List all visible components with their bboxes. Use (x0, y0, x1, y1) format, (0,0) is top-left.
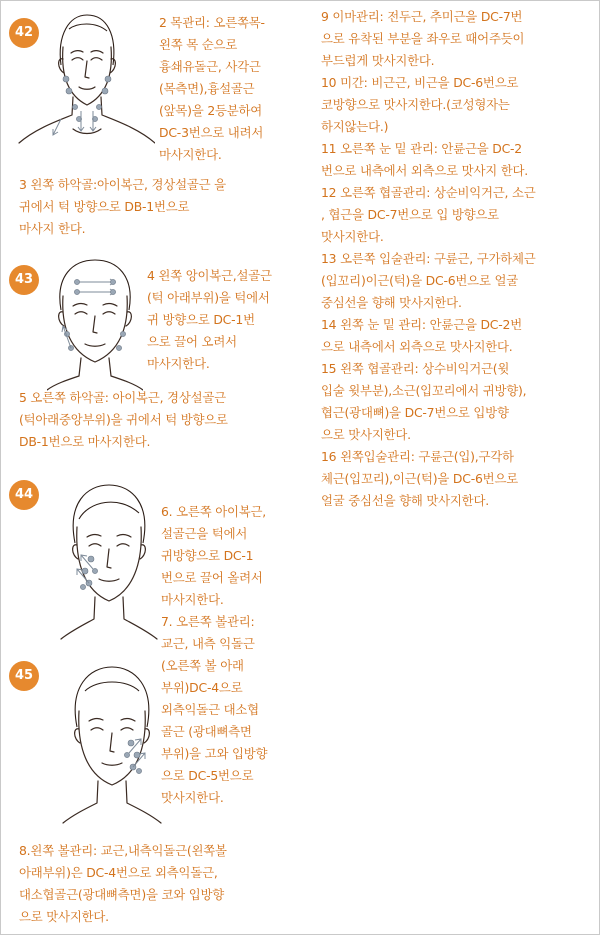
step-description: 8.왼쪽 볼관리: 교근,내측익돌근(왼쪽볼 아래부위)은 DC-4번으로 외측익돌근, 대소협골근(광대뼈측면)을 코와 입방향 으로 맛사지한다. (19, 843, 227, 924)
step-description: 2 목관리: 오른쪽목- 왼쪽 목 순으로 흉쇄유돌근, 사각근 (목측면),흉설골근 (앞목)을 2등분하여 DC-3번으로 내려서 마사지한다. (159, 15, 265, 162)
step-number-badge: 45 (9, 661, 39, 691)
step-description: 4 왼쪽 앙이복근,설골근 (턱 아래부위)을 턱에서 귀 방향으로 DC-1번 으로 끌어 오려서 마사지한다. (147, 268, 272, 371)
step-description: 5 오른쪽 하악골: 아이복근, 경상설골근 (턱아래중앙부위)을 귀에서 턱 방향으로 DB-1번으로 마사지한다. (19, 390, 228, 449)
step-number-badge: 44 (9, 480, 39, 510)
face-illustration-forehead (47, 256, 143, 391)
face-illustration-left-cheek (61, 661, 163, 826)
step-description: 6. 오른쪽 아이복근, 설골근을 턱에서 귀방향으로 DC-1 번으로 끌어 올려서 마사지한다. 7. 오른쪽 볼관리: 교근, 내측 익돌근 (오른쪽 볼 아래 부위)DC-4으로 외측익돌근 대소협 골근 (광대뼈측면 부위)을 고와 입방향 으로 DC-5번으로 맛사지한다. (161, 504, 268, 805)
step-description: 3 왼쪽 하악골:아이복근, 경상설골근 을 귀에서 턱 방향으로 DB-1번으로 마사지 한다. (19, 177, 226, 236)
face-illustration-right-cheek (59, 479, 159, 644)
step-number-badge: 42 (9, 18, 39, 48)
right-column-text: 9 이마관리: 전두근, 추미근을 DC-7번 으로 유착된 부분을 좌우로 때어주듯이 부드럽게 맛사지한다. 10 미간: 비근근, 비근을 DC-6번으로 코방향으로 맛사지한다.(코성형자는 하지않는다.) 11 오른쪽 눈 밑 관리: 안륜근을 DC-2 번으로 내측에서 외측으로 맛사지 한다. 12 오른쪽 협골관리: 상순비익거근, 소근 , 협근을 DC-7번으로 입 방향으로 맛사지한다. 13 오른쪽 입술관리: 구륜근, 구가하체근 (입꼬리)이근(턱)을 DC-6번으로 얼굴 중심선을 향해 맛사지한다. 14 왼쪽 눈 밑 관리: 안륜근을 DC-2번 으로 내측에서 외측으로 맛사지한다. 15 왼쪽 협골관리: 상수비익거근(윗 입술 윗부분),소근(입꼬리에서 귀방향), 협근(광대뼈)을 DC-7번으로 입방향 으로 맛사지한다. 16 왼쪽입술관리: 구륜근(입),구각하 체근(입꼬리),이근(턱)을 DC-6번으로 얼굴 중심선을 향해 맛사지한다. (321, 9, 536, 508)
step-number-badge: 43 (9, 265, 39, 295)
face-illustration-neck (17, 7, 155, 155)
